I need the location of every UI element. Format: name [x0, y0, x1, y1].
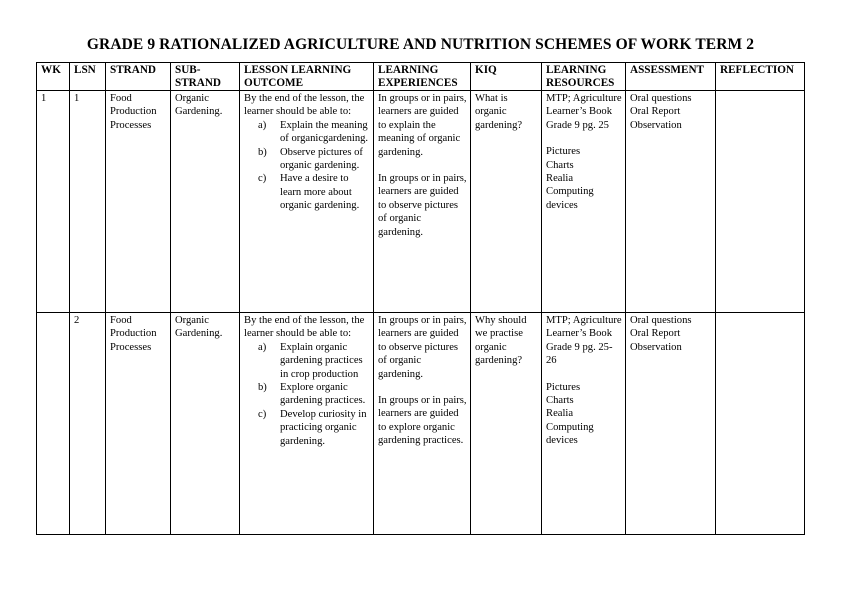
resource-item: Computing devices [546, 421, 594, 447]
list-item [258, 146, 370, 173]
resource-item: Realia [546, 408, 574, 420]
list-marker: c) [258, 173, 267, 185]
cell-assessment [626, 91, 716, 313]
assessment-item: Oral Report [630, 106, 681, 118]
list-marker: a) [258, 119, 267, 131]
list-item-text: Explain the meaning of organicgardening. [280, 119, 369, 145]
header-lesson-outcome: LESSON LEARNING OUTCOME [240, 63, 374, 91]
cell-strand: Food Production Processes [106, 313, 171, 535]
list-marker: b) [258, 382, 267, 394]
assessment-item: Observation [630, 341, 682, 353]
document-title: GRADE 9 RATIONALIZED AGRICULTURE AND NUTRITION SCHEMES OF WORK TERM 2 [86, 36, 755, 53]
experience-paragraph: In groups or in pairs, learners are guided to observe pictures of organic gardening. [378, 173, 467, 238]
list-item [258, 341, 370, 381]
experience-paragraph: In groups or in pairs, learners are guided to explain the meaning of organic gardening. [378, 93, 467, 158]
cell-wk [37, 313, 70, 535]
cell-sub-strand: Organic Gardening. [171, 313, 240, 535]
outcome-list [244, 119, 370, 213]
list-marker: c) [258, 408, 267, 420]
cell-kiq: What is organic gardening? [471, 91, 542, 313]
header-lsn: LSN [70, 63, 106, 91]
schemes-of-work-table [36, 62, 805, 535]
assessment-item: Oral questions [630, 93, 692, 104]
header-learning-experiences: LEARNING EXPERIENCES [374, 63, 471, 91]
header-assessment: ASSESSMENT [626, 63, 716, 91]
table-row [37, 91, 805, 313]
header-wk: WK [37, 63, 70, 91]
assessment-item: Observation [630, 119, 682, 131]
list-item [258, 119, 370, 146]
header-sub-strand: SUB-STRAND [171, 63, 240, 91]
list-item [258, 408, 370, 448]
list-item-text: Have a desire to learn more about organic gardening. [280, 173, 360, 212]
resource-item: Computing devices [546, 186, 594, 211]
cell-reflection [716, 313, 805, 535]
header-learning-resources: LEARNING RESOURCES [542, 63, 626, 91]
cell-wk: 1 [37, 91, 70, 313]
cell-reflection [716, 91, 805, 313]
cell-lesson-outcome [240, 91, 374, 313]
header-reflection: REFLECTION [716, 63, 805, 91]
cell-lesson-outcome [240, 313, 374, 535]
header-kiq: KIQ [471, 63, 542, 91]
cell-learning-experiences [374, 91, 471, 313]
cell-lsn: 2 [70, 313, 106, 535]
resource-item: Pictures [546, 381, 581, 393]
list-item [258, 381, 370, 408]
list-item-text: Explore organic gardening practices. [280, 382, 366, 407]
experience-paragraph: In groups or in pairs, learners are guided to explore organic gardening practices. [378, 395, 467, 447]
cell-lsn: 1 [70, 91, 106, 313]
experience-paragraph: In groups or in pairs, learners are guided to observe pictures of organic gardening. [378, 315, 467, 380]
cell-learning-experiences [374, 313, 471, 535]
assessment-item: Oral questions [630, 315, 692, 326]
resource-item: Realia [546, 173, 574, 185]
list-item [258, 172, 370, 212]
table-row [37, 313, 805, 535]
resource-item: Charts [546, 395, 574, 407]
header-strand: STRAND [106, 63, 171, 91]
resources-main: MTP; Agriculture Learner’s Book Grade 9 pg. 25 [546, 93, 622, 131]
cell-sub-strand: Organic Gardening. [171, 91, 240, 313]
resources-main: MTP; Agriculture Learner’s Book Grade 9 pg. 25-26 [546, 315, 622, 367]
outcome-list [244, 341, 370, 448]
outcome-intro: By the end of the lesson, the learner should be able to: [244, 93, 365, 118]
assessment-item: Oral Report [630, 328, 681, 340]
list-item-text: Explain organic gardening practices in crop production [280, 341, 363, 380]
resource-item: Pictures [546, 146, 581, 158]
list-item-text: Develop curiosity in practicing organic gardening. [280, 408, 367, 447]
list-marker: a) [258, 341, 267, 353]
header-row [37, 63, 805, 91]
cell-kiq: Why should we practise organic gardening? [471, 313, 542, 535]
cell-learning-resources [542, 91, 626, 313]
cell-learning-resources [542, 313, 626, 535]
cell-strand: Food Production Processes [106, 91, 171, 313]
resource-item: Charts [546, 159, 574, 171]
outcome-intro: By the end of the lesson, the learner should be able to: [244, 315, 365, 340]
cell-assessment [626, 313, 716, 535]
list-item-text: Observe pictures of organic gardening. [280, 146, 363, 172]
list-marker: b) [258, 146, 267, 158]
